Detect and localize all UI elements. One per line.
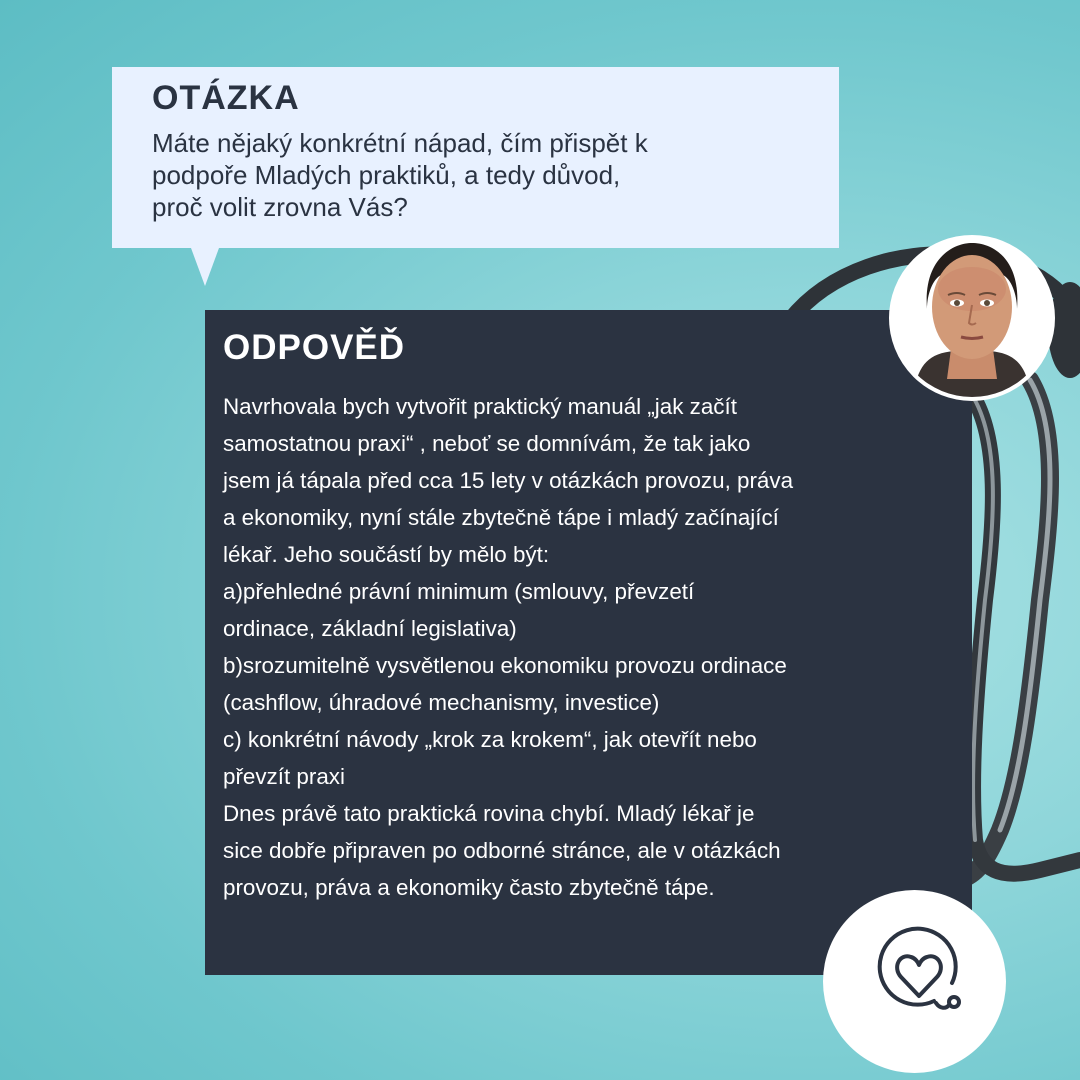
answer-line: provozu, práva a ekonomiky často zbytečně tápe. bbox=[223, 875, 715, 900]
question-line: proč volit zrovna Vás? bbox=[152, 192, 408, 222]
portrait-photo bbox=[893, 239, 1051, 397]
answer-line: jsem já tápala před cca 15 lety v otázkách provozu, práva bbox=[223, 468, 794, 493]
answer-line: a)přehledné právní minimum (smlouvy, převzetí bbox=[223, 579, 695, 604]
logo-badge bbox=[823, 890, 1006, 1073]
answer-line: převzít praxi bbox=[223, 764, 345, 789]
question-line: podpoře Mladých praktiků, a tedy důvod, bbox=[152, 160, 621, 190]
answer-line: a ekonomiky, nyní stále zbytečně tápe i mladý začínající bbox=[223, 505, 779, 530]
heart-stethoscope-icon bbox=[864, 917, 974, 1027]
answer-heading: ODPOVĚĎ bbox=[223, 328, 406, 367]
answer-line: c) konkrétní návody „krok za krokem“, jak otevřít nebo bbox=[223, 727, 757, 752]
answer-line: b)srozumitelně vysvětlenou ekonomiku provozu ordinace bbox=[223, 653, 787, 678]
answer-panel bbox=[205, 310, 972, 975]
answer-line: (cashflow, úhradové mechanismy, investice) bbox=[223, 690, 660, 715]
answer-line: lékař. Jeho součástí by mělo být: bbox=[223, 542, 550, 567]
avatar bbox=[889, 235, 1055, 401]
question-text bbox=[152, 127, 799, 223]
answer-line: ordinace, základní legislativa) bbox=[223, 616, 517, 641]
question-bubble bbox=[112, 67, 839, 248]
answer-line: Navrhovala bych vytvořit praktický manuál „jak začít bbox=[223, 394, 737, 419]
question-line: Máte nějaký konkrétní nápad, čím přispět k bbox=[152, 128, 648, 158]
answer-line: sice dobře připraven po odborné stránce, ale v otázkách bbox=[223, 838, 781, 863]
answer-line: Dnes právě tato praktická rovina chybí. Mladý lékař je bbox=[223, 801, 755, 826]
answer-line: samostatnou praxi“ , neboť se domnívám, že tak jako bbox=[223, 431, 751, 456]
logo-inner bbox=[864, 917, 974, 1027]
question-heading: OTÁZKA bbox=[152, 79, 300, 117]
question-bubble-tail bbox=[191, 248, 219, 286]
